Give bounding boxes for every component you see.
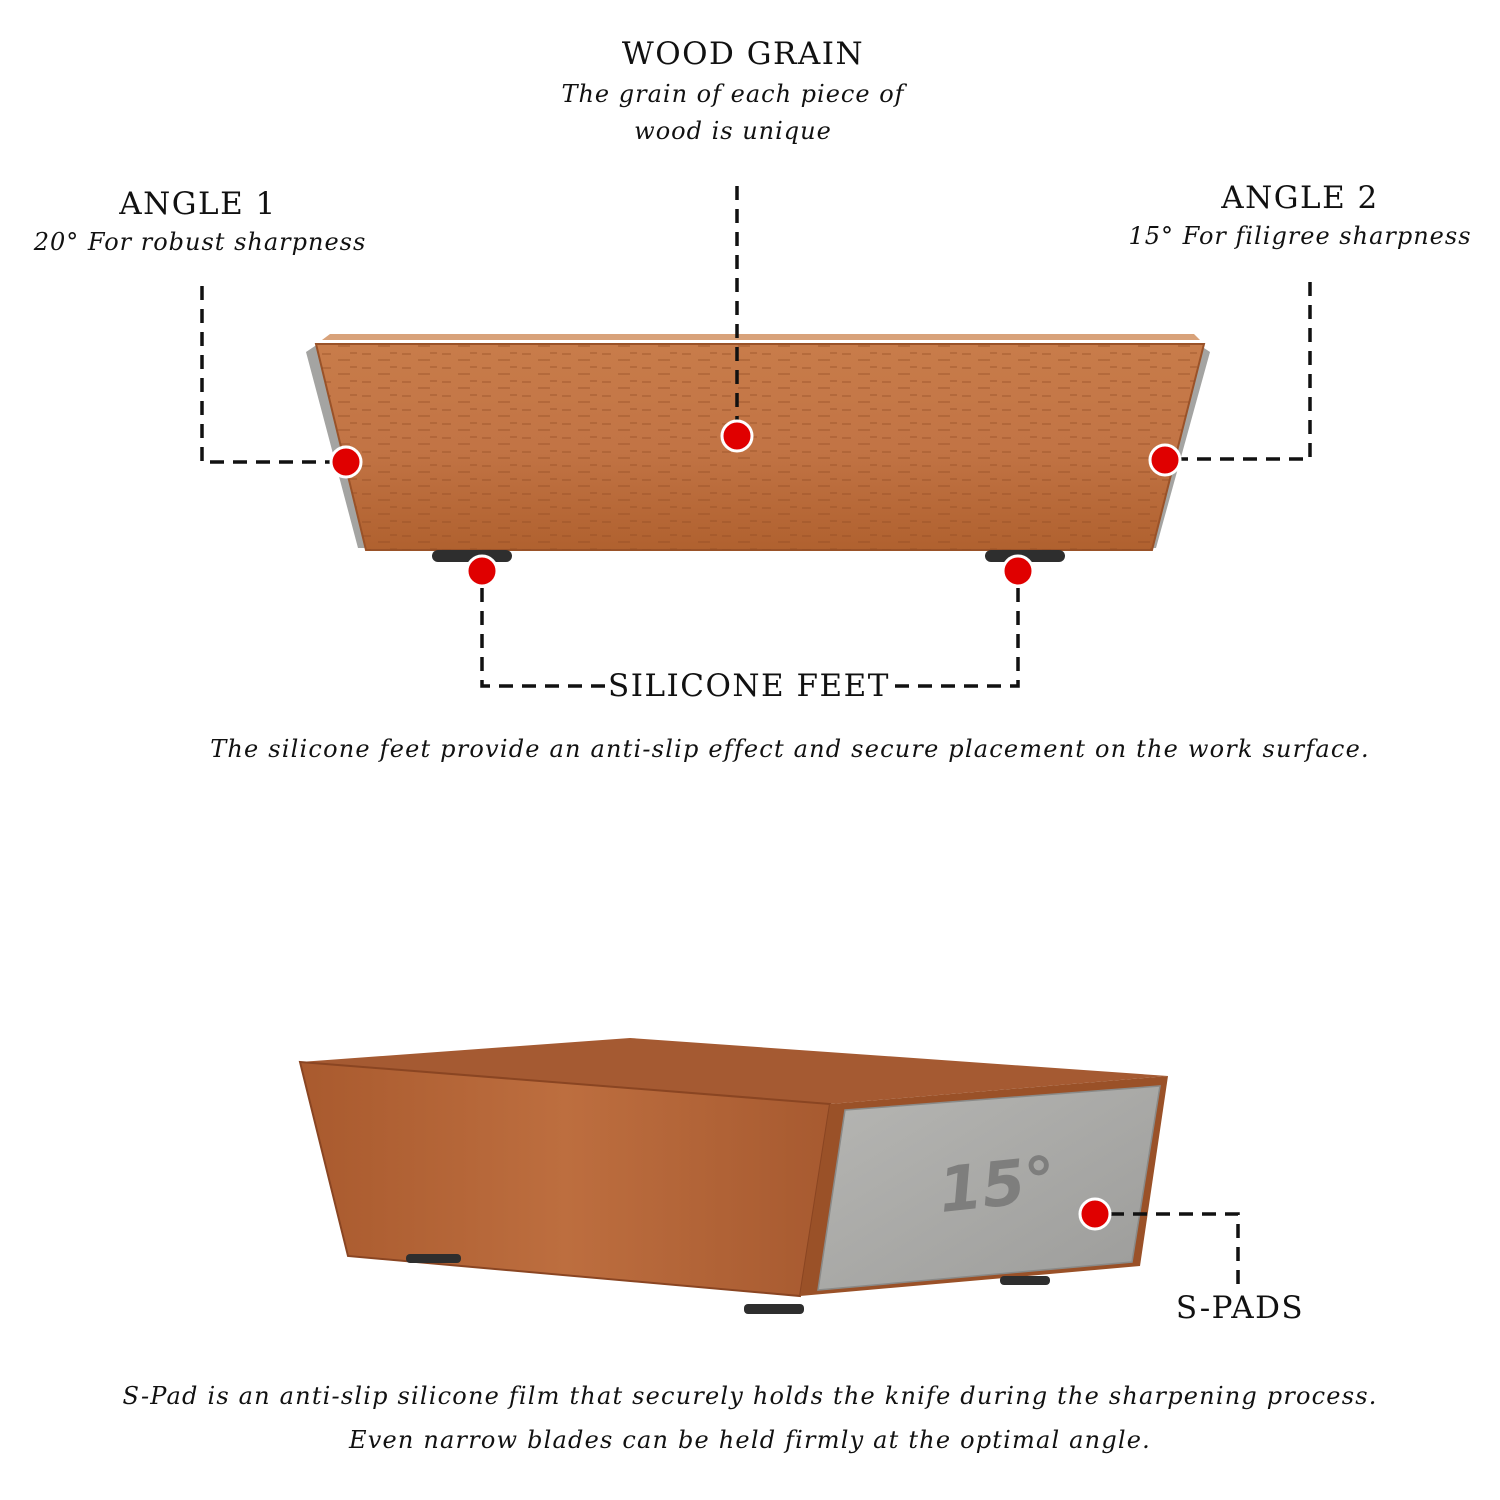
s-pads-caption-line2: Even narrow blades can be held firmly at the optimal angle. (348, 1426, 1152, 1454)
silicone-foot-front (744, 1304, 804, 1314)
wood-grain-desc-line1: The grain of each piece of (561, 80, 905, 108)
wood-grain-desc-line2: wood is unique (634, 117, 832, 145)
marker-foot-right (1003, 556, 1033, 586)
marker-angle1 (331, 447, 361, 477)
s-pads-caption-line1: S-Pad is an anti-slip silicone film that securely holds the knife during the sharpening process. (122, 1382, 1378, 1410)
wood-grain-title: WOOD GRAIN (621, 36, 865, 72)
marker-angle2 (1150, 445, 1180, 475)
pad-angle-marking: 15° (935, 1142, 1060, 1227)
silicone-feet-caption: The silicone feet provide an anti-slip effect and secure placement on the work surface. (210, 735, 1370, 763)
marker-wood-grain (722, 421, 752, 451)
sharpener-front-view (306, 334, 1210, 562)
marker-foot-left (467, 556, 497, 586)
angle1-desc: 20° For robust sharpness (33, 228, 367, 256)
angle2-title: ANGLE 2 (1221, 180, 1379, 216)
angle1-title: ANGLE 1 (119, 186, 277, 222)
silicone-foot-back (406, 1254, 461, 1263)
marker-s-pads (1080, 1199, 1110, 1229)
silicone-feet-title: SILICONE FEET (607, 668, 890, 704)
wood-front-face-perspective (300, 1062, 830, 1296)
angle2-desc: 15° For filigree sharpness (1128, 222, 1472, 250)
s-pads-title: S-PADS (1175, 1290, 1305, 1326)
